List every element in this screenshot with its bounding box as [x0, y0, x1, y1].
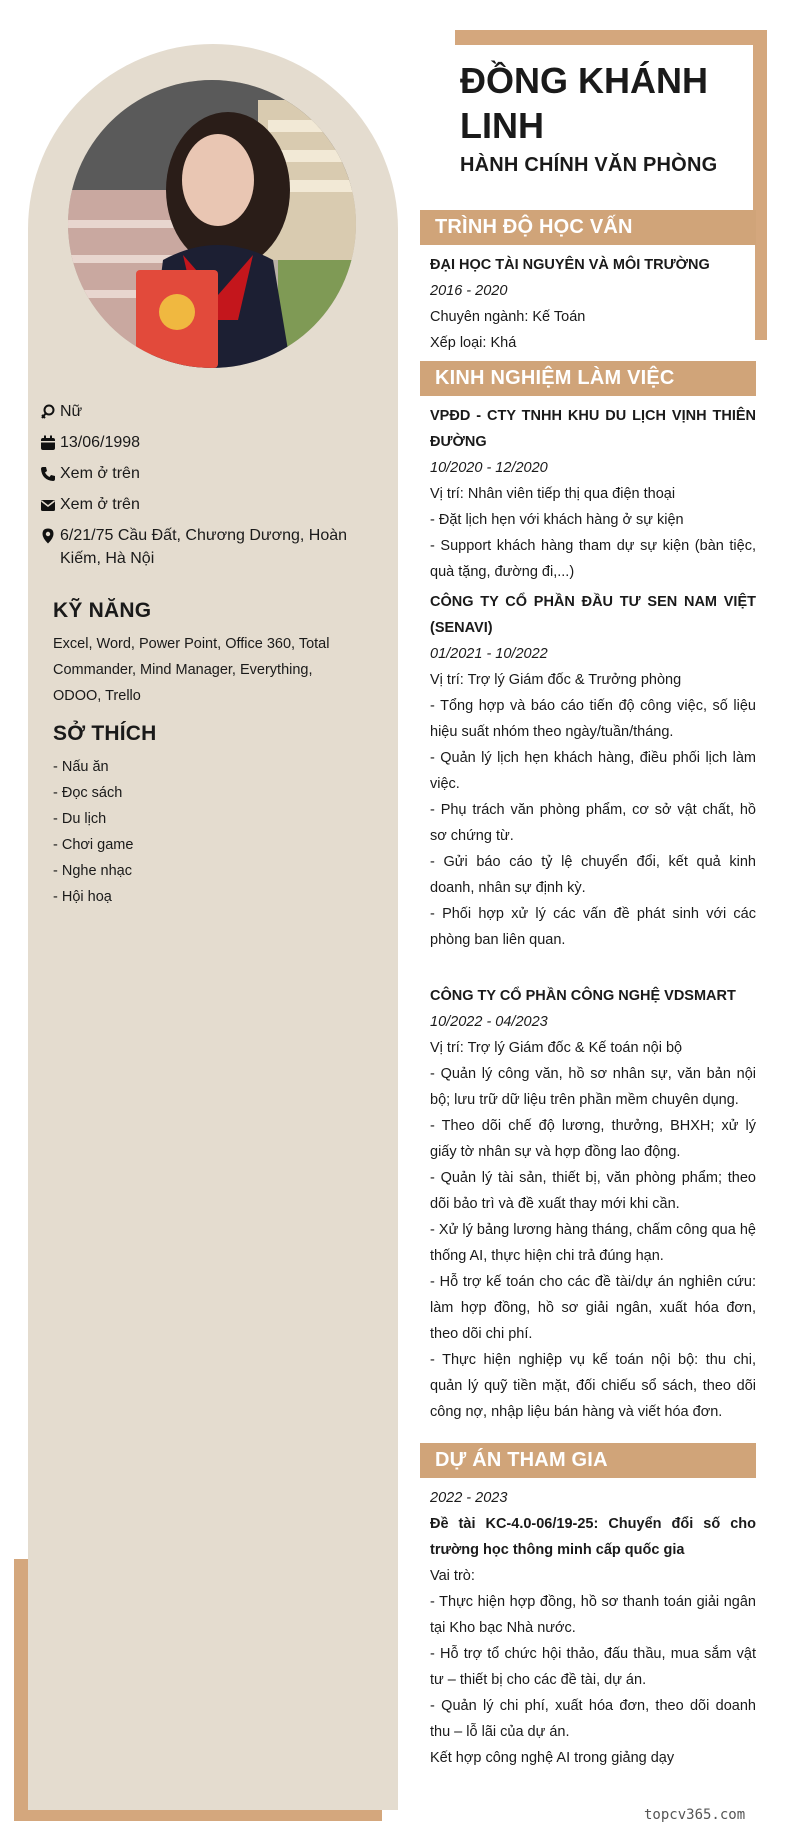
education-grade: Xếp loại: Khá — [430, 335, 517, 351]
hobby-item: - Du lịch — [53, 811, 107, 827]
job-line: - Tổng hợp và báo cáo tiến độ công việc, số liệu hiệu suất nhóm theo ngày/tuần/tháng. — [430, 698, 756, 740]
email-text: Xem ở trên — [60, 496, 140, 513]
calendar-icon — [40, 431, 60, 454]
job-line: - Phối hợp xử lý các vấn đề phát sinh với các phòng ban liên quan. — [430, 906, 756, 948]
job-line: - Thực hiện nghiệp vụ kế toán nội bộ: thu chi, quản lý quỹ tiền mặt, đối chiếu sổ sách, theo dõi công nợ, nhập liệu bán hàng và viết hóa đơn. — [430, 1352, 756, 1420]
job-line: - Support khách hàng tham dự sự kiện (bàn tiệc, quà tặng, đường đi,...) — [430, 538, 756, 580]
job-company: CÔNG TY CỔ PHẦN CÔNG NGHỆ VDSMART — [430, 988, 736, 1004]
job-line: - Xử lý bảng lương hàng tháng, chấm công qua hệ thống AI, thực hiện chi trả đúng hạn. — [430, 1222, 756, 1264]
gender-text: Nữ — [60, 403, 83, 420]
job-line: - Đặt lịch hẹn với khách hàng ở sự kiện — [430, 512, 684, 528]
job-company: VPĐD - CTY TNHH KHU DU LỊCH VỊNH THIÊN ĐƯỜNG — [430, 408, 756, 450]
hobby-item: - Nghe nhạc — [53, 863, 132, 879]
location-pin-icon — [40, 524, 60, 570]
contact-address — [40, 524, 360, 570]
project-entry — [430, 1485, 756, 1771]
phone-icon — [40, 462, 60, 485]
dob-text: 13/06/1998 — [60, 434, 141, 451]
hobby-item: - Đọc sách — [53, 785, 123, 801]
address-text: 6/21/75 Cầu Đất, Chương Dương, Hoàn Kiếm, Hà Nội — [60, 527, 348, 567]
hobbies-heading: SỞ THÍCH — [53, 722, 157, 745]
contact-dob — [40, 431, 360, 454]
watermark: topcv365.com — [644, 1807, 746, 1823]
project-line: - Quản lý chi phí, xuất hóa đơn, theo dõi doanh thu – lỗ lãi của dự án. — [430, 1698, 756, 1740]
job-line: Vị trí: Nhân viên tiếp thị qua điện thoại — [430, 486, 676, 502]
job-line: - Quản lý công văn, hồ sơ nhân sự, văn bản nội bộ; lưu trữ dữ liệu trên phần mềm chuyên dụng. — [430, 1066, 756, 1108]
gender-icon — [40, 400, 60, 423]
education-school: ĐẠI HỌC TÀI NGUYÊN VÀ MÔI TRƯỜNG — [430, 257, 710, 273]
candidate-role: HÀNH CHÍNH VĂN PHÒNG — [460, 154, 718, 176]
education-section — [430, 252, 756, 356]
job-company: CÔNG TY CỔ PHẦN ĐẦU TƯ SEN NAM VIỆT (SENAVI) — [430, 594, 756, 636]
hobbies-list — [53, 754, 353, 910]
project-line: - Thực hiện hợp đồng, hồ sơ thanh toán giải ngân tại Kho bạc Nhà nước. — [430, 1594, 756, 1636]
phone-text: Xem ở trên — [60, 465, 140, 482]
project-name: Đề tài KC-4.0-06/19-25: Chuyển đổi số cho trường học thông minh cấp quốc gia — [430, 1516, 756, 1558]
job-line: - Hỗ trợ kế toán cho các đề tài/dự án nghiên cứu: làm hợp đồng, hồ sơ giải ngân, xuất hóa đơn, theo dõi chi phí. — [430, 1274, 756, 1342]
job-line: - Theo dõi chế độ lương, thưởng, BHXH; xử lý giấy tờ nhân sự và hợp đồng lao động. — [430, 1118, 756, 1160]
contact-phone — [40, 462, 360, 485]
job-entry — [430, 403, 756, 585]
education-period: 2016 - 2020 — [430, 283, 508, 299]
project-line: Vai trò: — [430, 1568, 475, 1584]
project-period: 2022 - 2023 — [430, 1490, 508, 1506]
skills-heading: KỸ NĂNG — [53, 599, 152, 622]
job-period: 10/2020 - 12/2020 — [430, 460, 548, 476]
projects-heading: DỰ ÁN THAM GIA — [420, 1443, 756, 1478]
candidate-name: ĐỒNG KHÁNH LINH — [460, 60, 708, 146]
job-entry — [430, 589, 756, 953]
envelope-icon — [40, 493, 60, 516]
project-line: Kết hợp công nghệ AI trong giảng dạy — [430, 1750, 675, 1766]
contact-gender — [40, 400, 360, 423]
hobby-item: - Hội hoạ — [53, 889, 112, 905]
job-line: - Quản lý lịch hẹn khách hàng, điều phối lịch làm việc. — [430, 750, 756, 792]
job-period: 01/2021 - 10/2022 — [430, 646, 548, 662]
experience-heading: KINH NGHIỆM LÀM VIỆC — [420, 361, 756, 396]
profile-photo — [68, 80, 356, 368]
job-line: Vị trí: Trợ lý Giám đốc & Trưởng phòng — [430, 672, 682, 688]
hobby-item: - Chơi game — [53, 837, 134, 853]
contact-email — [40, 493, 360, 516]
job-line: - Quản lý tài sản, thiết bị, văn phòng phẩm; theo dõi bảo trì và đề xuất thay mới khi cần. — [430, 1170, 756, 1212]
job-line: Vị trí: Trợ lý Giám đốc & Kế toán nội bộ — [430, 1040, 683, 1056]
job-period: 10/2022 - 04/2023 — [430, 1014, 548, 1030]
education-major: Chuyên ngành: Kế Toán — [430, 309, 586, 325]
job-entry — [430, 983, 756, 1425]
job-line: - Phụ trách văn phòng phẩm, cơ sở vật chất, hồ sơ chứng từ. — [430, 802, 756, 844]
job-line: - Gửi báo cáo tỷ lệ chuyển đổi, kết quả kinh doanh, nhân sự định kỳ. — [430, 854, 756, 896]
education-heading: TRÌNH ĐỘ HỌC VẤN — [420, 210, 756, 245]
project-line: - Hỗ trợ tổ chức hội thảo, đấu thầu, mua sắm vật tư – thiết bị cho các đề tài, dự án. — [430, 1646, 756, 1688]
skills-text: Excel, Word, Power Point, Office 360, Total Commander, Mind Manager, Everything, ODOO, Trello — [53, 636, 330, 704]
hobby-item: - Nấu ăn — [53, 759, 109, 775]
